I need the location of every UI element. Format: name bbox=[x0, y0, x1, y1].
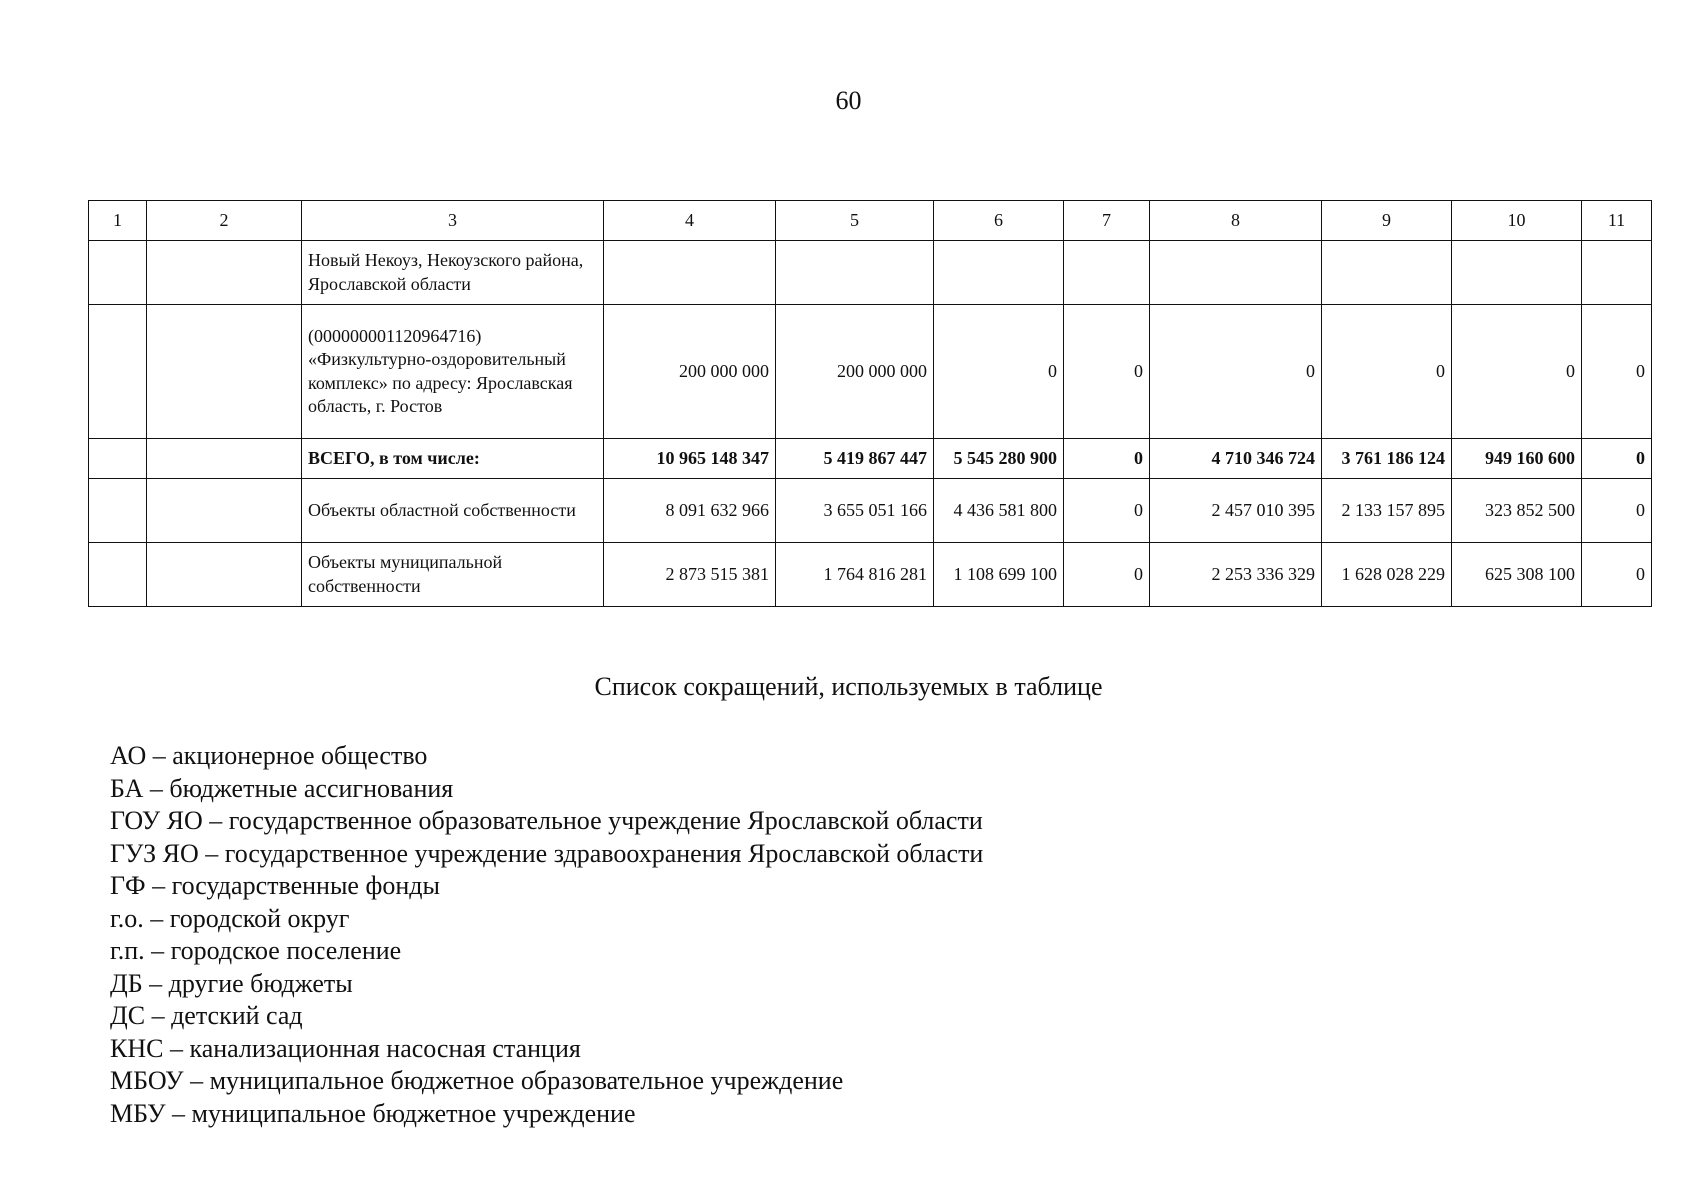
table-total-row bbox=[89, 439, 1652, 479]
object-name-cell: ВСЕГО, в том числе: bbox=[302, 439, 604, 479]
abbreviation-item: БА – бюджетные ассигнования bbox=[110, 773, 454, 803]
header-cell: 10 bbox=[1452, 201, 1582, 241]
abbreviation-item: ГФ – государственные фонды bbox=[110, 871, 440, 900]
value-cell bbox=[604, 241, 776, 305]
value-cell: 0 bbox=[1582, 479, 1652, 543]
value-cell: 0 bbox=[1582, 439, 1652, 479]
object-name-cell: (000000001120964716) «Физкультурно-оздоровительный комплекс» по адресу: Ярославская область, г. Ростов bbox=[302, 305, 604, 439]
value-cell: 10 965 148 347 bbox=[604, 439, 776, 479]
value-cell: 625 308 100 bbox=[1452, 543, 1582, 607]
table-cell bbox=[89, 543, 147, 607]
abbreviation-item: ГОУ ЯО – государственное образовательное учреждение Ярославской области bbox=[110, 806, 983, 835]
value-cell: 0 bbox=[1582, 305, 1652, 439]
value-cell: 0 bbox=[1064, 543, 1150, 607]
header-cell: 7 bbox=[1064, 201, 1150, 241]
value-cell: 5 545 280 900 bbox=[934, 439, 1064, 479]
value-cell: 2 457 010 395 bbox=[1150, 479, 1322, 543]
header-cell: 3 bbox=[302, 201, 604, 241]
value-cell: 0 bbox=[1064, 479, 1150, 543]
abbreviation-item: ДБ – другие бюджеты bbox=[110, 968, 353, 998]
header-cell: 11 bbox=[1582, 201, 1652, 241]
value-cell: 0 bbox=[1064, 439, 1150, 479]
header-cell: 1 bbox=[89, 201, 147, 241]
abbreviation-item: КНС – канализационная насосная станция bbox=[110, 1033, 581, 1063]
value-cell: 2 253 336 329 bbox=[1150, 543, 1322, 607]
value-cell bbox=[934, 241, 1064, 305]
value-cell bbox=[1582, 241, 1652, 305]
abbreviation-item: МБОУ – муниципальное бюджетное образовательное учреждение bbox=[110, 1066, 844, 1095]
object-name-cell: Объекты областной собственности bbox=[302, 479, 604, 543]
header-cell: 6 bbox=[934, 201, 1064, 241]
value-cell: 0 bbox=[1582, 543, 1652, 607]
object-name-cell: Объекты муниципальной собственности bbox=[302, 543, 604, 607]
value-cell: 949 160 600 bbox=[1452, 439, 1582, 479]
table-row bbox=[89, 543, 1652, 607]
value-cell: 8 091 632 966 bbox=[604, 479, 776, 543]
abbreviation-item: ГУЗ ЯО – государственное учреждение здравоохранения Ярославской области bbox=[110, 838, 984, 868]
value-cell: 1 764 816 281 bbox=[776, 543, 934, 607]
value-cell bbox=[1150, 241, 1322, 305]
header-cell: 9 bbox=[1322, 201, 1452, 241]
value-cell: 1 108 699 100 bbox=[934, 543, 1064, 607]
object-name-cell: Новый Некоуз, Некоузского района, Ярославской области bbox=[302, 241, 604, 305]
abbreviation-item: г.о. – городской округ bbox=[110, 903, 350, 933]
abbreviation-item: МБУ – муниципальное бюджетное учреждение bbox=[110, 1098, 636, 1128]
value-cell: 4 436 581 800 bbox=[934, 479, 1064, 543]
abbreviation-item: АО – акционерное общество bbox=[110, 741, 428, 770]
abbreviations-list bbox=[110, 740, 983, 1130]
table-row bbox=[89, 479, 1652, 543]
table-cell bbox=[147, 543, 302, 607]
table-cell bbox=[89, 479, 147, 543]
value-cell: 0 bbox=[934, 305, 1064, 439]
value-cell: 2 873 515 381 bbox=[604, 543, 776, 607]
value-cell: 323 852 500 bbox=[1452, 479, 1582, 543]
abbreviation-item: г.п. – городское поселение bbox=[110, 936, 402, 965]
value-cell: 5 419 867 447 bbox=[776, 439, 934, 479]
abbreviations-title: Список сокращений, используемых в таблице bbox=[594, 672, 1103, 701]
value-cell: 0 bbox=[1150, 305, 1322, 439]
value-cell bbox=[1452, 241, 1582, 305]
table-cell bbox=[147, 479, 302, 543]
header-cell: 4 bbox=[604, 201, 776, 241]
value-cell: 200 000 000 bbox=[604, 305, 776, 439]
value-cell: 3 761 186 124 bbox=[1322, 439, 1452, 479]
table-cell bbox=[147, 439, 302, 479]
header-cell: 5 bbox=[776, 201, 934, 241]
value-cell: 4 710 346 724 bbox=[1150, 439, 1322, 479]
value-cell: 0 bbox=[1452, 305, 1582, 439]
header-cell: 8 bbox=[1150, 201, 1322, 241]
value-cell: 3 655 051 166 bbox=[776, 479, 934, 543]
value-cell bbox=[776, 241, 934, 305]
abbreviation-item: ДС – детский сад bbox=[110, 1001, 303, 1030]
header-cell: 2 bbox=[147, 201, 302, 241]
value-cell: 2 133 157 895 bbox=[1322, 479, 1452, 543]
financing-table bbox=[88, 200, 1652, 607]
table-row bbox=[89, 305, 1652, 439]
value-cell: 0 bbox=[1322, 305, 1452, 439]
value-cell bbox=[1322, 241, 1452, 305]
table-cell bbox=[89, 305, 147, 439]
value-cell: 1 628 028 229 bbox=[1322, 543, 1452, 607]
value-cell bbox=[1064, 241, 1150, 305]
value-cell: 200 000 000 bbox=[776, 305, 934, 439]
table-cell bbox=[89, 439, 147, 479]
table-cell bbox=[147, 305, 302, 439]
table-cell bbox=[89, 241, 147, 305]
table-row bbox=[89, 241, 1652, 305]
table-cell bbox=[147, 241, 302, 305]
table-header-row bbox=[89, 201, 1652, 241]
page-number: 60 bbox=[835, 86, 862, 115]
value-cell: 0 bbox=[1064, 305, 1150, 439]
